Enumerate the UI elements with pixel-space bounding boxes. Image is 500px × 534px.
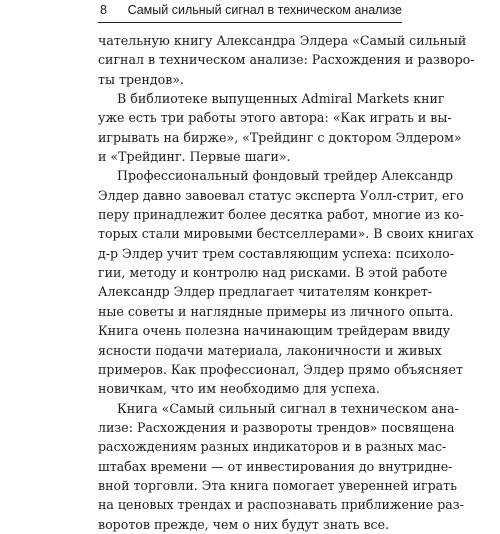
text-line: перу принадлежит более десятка работ, многие из ко- [98, 207, 464, 223]
text-line: Элдер давно завоевал статус эксперта Уолл-стрит, его [98, 187, 464, 203]
text-line: воротов прежде, чем о них будут знать все. [98, 516, 390, 532]
text-line: гии, методу и контролю над рисками. В этой работе [98, 265, 448, 281]
text-line: ясности подачи материала, лаконичности и живых [98, 342, 442, 358]
text-line: Александр Элдер предлагает читателям конкрет- [98, 284, 433, 300]
text-line: игрывать на бирже», «Трейдинг с доктором Элдером» [98, 129, 462, 145]
text-line: чательную книгу Александра Элдера «Самый сильный [98, 33, 467, 48]
running-header [98, 0, 402, 23]
text-line: новичкам, что им необходимо для успеха. [98, 381, 380, 397]
text-line: торых стали мировыми бестселлерами». В своих книгах [98, 226, 474, 242]
text-line: Книга очень полезна начинающим трейдерам ввиду [98, 323, 451, 339]
text-line: ные советы и наглядные примеры из личного опыта. [98, 303, 454, 319]
text-line: лизе: Расхождения и развороты трендов» посвящена [98, 419, 455, 435]
text-line: примеров. Как профессионал, Элдер прямо объясняет [98, 361, 463, 377]
text-line: В библиотеке выпущенных Admiral Markets книг [117, 91, 445, 107]
text-line: Профессиональный фондовый трейдер Александр [117, 168, 454, 184]
text-line: на ценовых трендах и распознавать приближение раз- [98, 497, 464, 513]
text-line: сигнал в техническом анализе: Расхождения и разворо- [98, 52, 475, 68]
text-line: вной торговли. Эта книга помогает уверенней играть [98, 477, 458, 493]
text-line: и «Трейдинг. Первые шаги». [98, 149, 291, 165]
text-line: уже есть три работы этого автора: «Как играть и вы- [98, 110, 452, 126]
text-line: д-р Элдер учит трем составляющим успеха: психоло- [98, 245, 454, 261]
running-title: Самый сильный сигнал в техническом анализе [127, 3, 402, 17]
text-line: штабах времени — от инвестирования до внутридне- [98, 458, 453, 474]
text-line: расхождениям разных индикаторов и в разных мас- [98, 439, 447, 455]
body-text [98, 31, 475, 534]
page-number: 8 [100, 3, 107, 17]
text-line: ты трендов». [98, 71, 185, 87]
text-line: Книга «Самый сильный сигнал в техническом ана- [117, 400, 459, 416]
